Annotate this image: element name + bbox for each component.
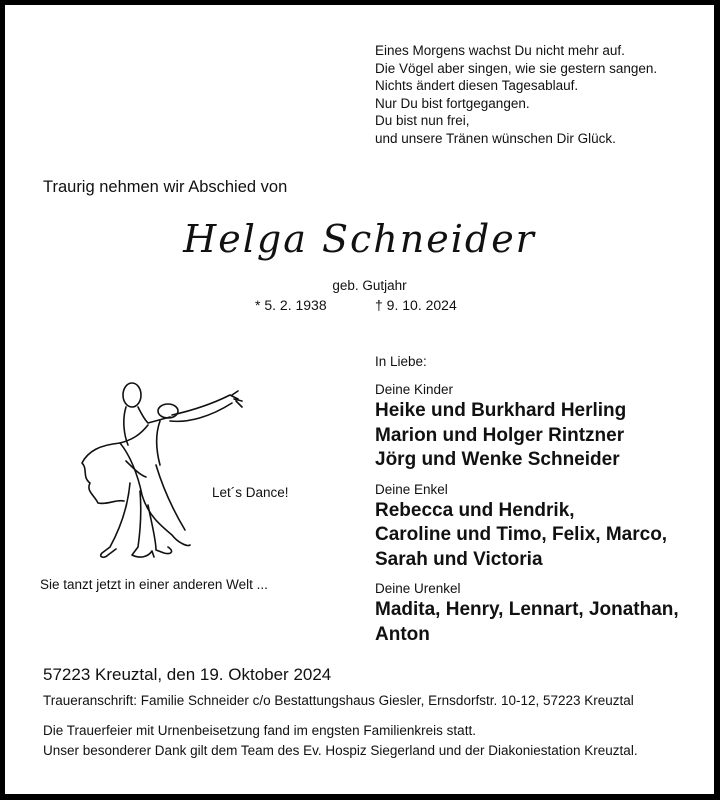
- poem-line: Nur Du bist fortgegangen.: [375, 95, 530, 111]
- deceased-name: Helga Schneider: [183, 217, 536, 261]
- poem: [375, 42, 657, 147]
- group-name: Anton: [375, 623, 430, 645]
- group-label: Deine Enkel: [375, 481, 448, 497]
- group-name: Marion und Holger Rintzner: [375, 424, 625, 446]
- group-name: Caroline und Timo, Felix, Marco,: [375, 524, 668, 545]
- group-name: Rebecca und Hendrik,: [375, 499, 575, 521]
- dancing-couple-illustration: [60, 365, 260, 565]
- group-label: Deine Kinder: [375, 382, 454, 397]
- obituary-card: [5, 5, 714, 794]
- notes: [43, 721, 638, 761]
- group-label: Deine Urenkel: [375, 581, 461, 596]
- mourning-address: Traueranschrift: Familie Schneider c/o Bestattungshaus Giesler, Ernsdorfstr. 10-12, 57223 Kreuztal: [43, 693, 634, 708]
- illustration-subtitle: Sie tanzt jetzt in einer anderen Welt ...: [40, 577, 268, 592]
- note-line: Unser besonderer Dank gilt dem Team des Ev. Hospiz Siegerland und der Diakoniestation Kreuztal.: [43, 743, 638, 758]
- poem-line: und unsere Tränen wünschen Dir Glück.: [375, 130, 616, 146]
- group-name: Madita, Henry, Lennart, Jonathan,: [375, 599, 679, 620]
- born-name: geb. Gutjahr: [332, 278, 407, 293]
- place-date: 57223 Kreuztal, den 19. Oktober 2024: [43, 665, 332, 684]
- poem-line: Die Vögel aber singen, wie sie gestern sangen.: [375, 60, 658, 76]
- mourners-intro: In Liebe:: [375, 354, 427, 369]
- note-line: Die Trauerfeier mit Urnenbeisetzung fand im engsten Familienkreis statt.: [43, 723, 476, 738]
- poem-line: Eines Morgens wachst Du nicht mehr auf.: [375, 43, 625, 58]
- mourners: [375, 353, 705, 647]
- group-name: Jörg und Wenke Schneider: [375, 449, 620, 470]
- group-name: Heike und Burkhard Herling: [375, 400, 627, 421]
- group-name: Sarah und Victoria: [375, 548, 543, 570]
- intro-text: Traurig nehmen wir Abschied von: [43, 178, 288, 196]
- poem-line: Du bist nun frei,: [375, 113, 470, 128]
- death-date: † 9. 10. 2024: [375, 297, 457, 313]
- poem-line: Nichts ändert diesen Tagesablauf.: [375, 78, 579, 93]
- illustration-caption: Let´s Dance!: [212, 485, 289, 500]
- birth-date: * 5. 2. 1938: [255, 297, 327, 313]
